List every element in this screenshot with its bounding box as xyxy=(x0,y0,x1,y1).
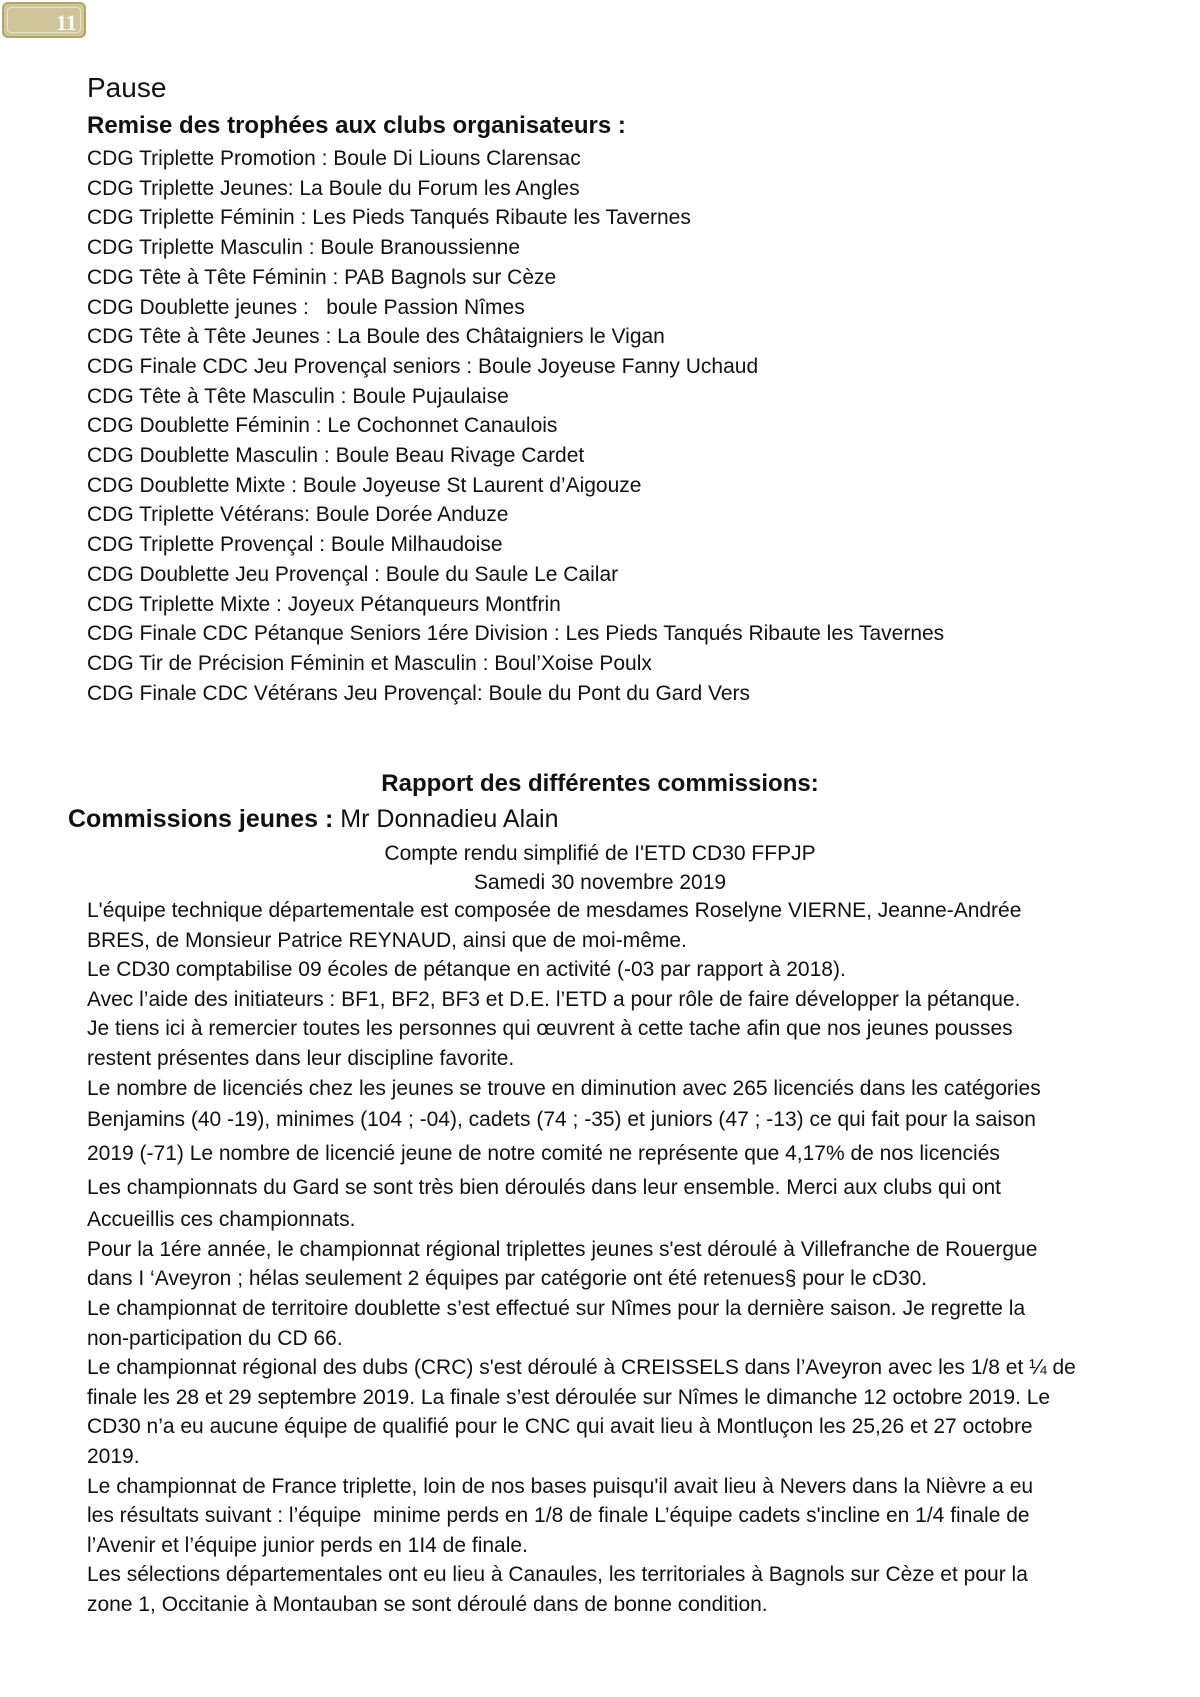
commission-label: Commissions jeunes : xyxy=(68,805,334,833)
report-line: Le championnat de France triplette, loin de nos bases puisqu'il avait lieu à Nevers dans la Nièvre a eu xyxy=(87,1474,1034,1498)
report-line: Benjamins (40 -19), minimes (104 ; -04), cadets (74 ; -35) et juniors (47 ; -13) ce qui fait pour la saison xyxy=(87,1108,1036,1132)
report-line: L'équipe technique départementale est composée de mesdames Roselyne VIERNE, Jeanne-Andrée xyxy=(87,899,1022,922)
report-body xyxy=(87,896,1137,1619)
report-line: Pour la 1ére année, le championnat régional triplettes jeunes s'est déroulé à Villefranche de Rouergue xyxy=(87,1237,1038,1261)
report-line: Accueillis ces championnats. xyxy=(87,1208,356,1232)
report-line: non-participation du CD 66. xyxy=(87,1326,343,1350)
trophy-item: CDG Tête à Tête Féminin : PAB Bagnols sur Cèze xyxy=(87,265,557,289)
report-line: Avec l’aide des initiateurs : BF1, BF2, BF3 et D.E. l’ETD a pour rôle de faire développer la pétanque. xyxy=(87,987,1021,1011)
trophy-item: CDG Triplette Masculin : Boule Branoussienne xyxy=(87,236,521,260)
trophy-item: CDG Triplette Féminin : Les Pieds Tanqués Ribaute les Tavernes xyxy=(87,206,691,230)
report-line: les résultats suivant : l’équipe minime perds en 1/8 de finale L’équipe cadets s'incline en 1/4 finale de xyxy=(87,1504,1030,1528)
report-line: Je tiens ici à remercier toutes les personnes qui œuvrent à cette tache afin que nos jeunes pousses xyxy=(87,1017,1013,1041)
trophy-item: CDG Tête à Tête Jeunes : La Boule des Châtaigniers le Vigan xyxy=(87,325,665,349)
report-line: zone 1, Occitanie à Montauban se sont déroulé dans de bonne condition. xyxy=(87,1592,768,1616)
report-subtitle: Compte rendu simplifié de I'ETD CD30 FFPJP xyxy=(384,842,816,865)
trophy-item: CDG Doublette jeunes : boule Passion Nîmes xyxy=(87,295,525,319)
report-line: Les sélections départementales ont eu lieu à Canaules, les territoriales à Bagnols sur Cèze et pour la xyxy=(87,1563,1028,1587)
trophy-item: CDG Finale CDC Vétérans Jeu Provençal: Boule du Pont du Gard Vers xyxy=(87,681,750,705)
report-line: BRES, de Monsieur Patrice REYNAUD, ainsi que de moi-même. xyxy=(87,928,687,952)
report-line: restent présentes dans leur discipline favorite. xyxy=(87,1046,515,1070)
page-number: 11 xyxy=(56,10,77,35)
report-line: Le championnat de territoire doublette s’est effectué sur Nîmes pour la dernière saison. Je regrette la xyxy=(87,1296,1026,1320)
trophy-item: CDG Finale CDC Jeu Provençal seniors : Boule Joyeuse Fanny Uchaud xyxy=(87,354,759,378)
report-line: 2019. xyxy=(87,1444,140,1468)
commission-line xyxy=(68,805,559,834)
report-line: Les championnats du Gard se sont très bien déroulés dans leur ensemble. Merci aux clubs qui ont xyxy=(87,1176,1002,1200)
report-line: Le championnat régional des dubs (CRC) s'est déroulé à CREISSELS dans l’Aveyron avec les 1/8 et ¼ de xyxy=(87,1356,1076,1380)
pause-heading: Pause xyxy=(87,72,167,103)
trophy-item: CDG Tête à Tête Masculin : Boule Pujaulaise xyxy=(87,384,509,408)
trophy-item: CDG Triplette Mixte : Joyeux Pétanqueurs Montfrin xyxy=(87,592,561,616)
trophy-item: CDG Doublette Jeu Provençal : Boule du Saule Le Cailar xyxy=(87,562,619,586)
report-line: dans I ‘Aveyron ; hélas seulement 2 équipes par catégorie ont été retenues§ pour le cD30. xyxy=(87,1267,928,1291)
trophy-item: CDG Doublette Masculin : Boule Beau Rivage Cardet xyxy=(87,444,585,468)
trophy-list xyxy=(87,144,944,708)
report-line: 2019 (-71) Le nombre de licencié jeune de notre comité ne représente que 4,17% de nos licenciés xyxy=(87,1142,1000,1166)
report-line: l’Avenir et l’équipe junior perds en 1I4 de finale. xyxy=(87,1533,528,1557)
trophies-heading: Remise des trophées aux clubs organisateurs : xyxy=(87,112,626,139)
trophy-item: CDG Triplette Jeunes: La Boule du Forum les Angles xyxy=(87,176,580,200)
reports-heading: Rapport des différentes commissions: xyxy=(381,770,819,797)
trophy-item: CDG Triplette Provençal : Boule Milhaudoise xyxy=(87,533,503,557)
trophy-item: CDG Tir de Précision Féminin et Masculin : Boul’Xoise Poulx xyxy=(87,651,652,675)
report-line: CD30 n’a eu aucune équipe de qualifié pour le CNC qui avait lieu à Montluçon les 25,26 et 27 octobre xyxy=(87,1415,1033,1439)
report-line: Le CD30 comptabilise 09 écoles de pétanque en activité (-03 par rapport à 2018). xyxy=(87,958,846,982)
commission-person: Mr Donnadieu Alain xyxy=(333,805,559,833)
report-line: finale les 28 et 29 septembre 2019. La finale s’est déroulée sur Nîmes le dimanche 12 octobre 2019. Le xyxy=(87,1385,1051,1409)
trophy-item: CDG Finale CDC Pétanque Seniors 1ére Division : Les Pieds Tanqués Ribaute les Tavernes xyxy=(87,622,945,646)
page-number-badge xyxy=(2,2,86,38)
trophy-item: CDG Triplette Promotion : Boule Di Liouns Clarensac xyxy=(87,147,581,170)
trophy-item: CDG Doublette Mixte : Boule Joyeuse St Laurent d’Aigouze xyxy=(87,473,642,497)
trophy-item: CDG Triplette Vétérans: Boule Dorée Anduze xyxy=(87,503,509,527)
report-date: Samedi 30 novembre 2019 xyxy=(473,871,727,894)
trophy-item: CDG Doublette Féminin : Le Cochonnet Canaulois xyxy=(87,414,558,438)
report-line: Le nombre de licenciés chez les jeunes se trouve en diminution avec 265 licenciés dans les catégories xyxy=(87,1076,1041,1100)
